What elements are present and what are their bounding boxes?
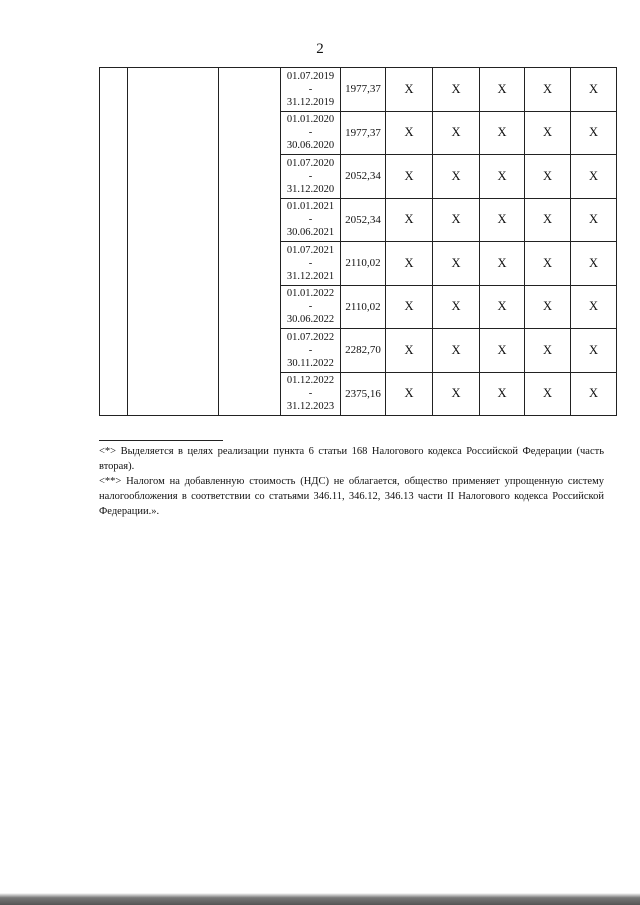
period-dash: - [308,301,313,313]
not-applicable-mark: X [525,372,571,416]
not-applicable-mark: X [571,155,617,199]
price-cell: 2282,70 [341,329,386,373]
not-applicable-mark: X [525,329,571,373]
price-cell: 2110,02 [341,285,386,329]
not-applicable-mark: X [386,68,433,112]
period-to: 30.11.2022 [287,357,334,369]
not-applicable-mark: X [525,198,571,242]
period-cell [281,242,341,286]
not-applicable-mark: X [433,242,480,286]
not-applicable-mark: X [386,155,433,199]
period-from: 01.07.2022 [286,331,335,343]
footnote-1: <*> Выделяется в целях реализации пункта 6 статьи 168 Налогового кодекса Российской Федерации (часть вторая). [99,446,604,472]
period-from: 01.12.2022 [286,375,335,387]
footnotes [99,444,604,519]
not-applicable-mark: X [433,285,480,329]
not-applicable-mark: X [480,372,525,416]
empty-merged-cell [128,68,219,416]
not-applicable-mark: X [525,111,571,155]
page-number: 2 [316,41,324,57]
period-to: 31.12.2019 [286,96,335,108]
not-applicable-mark: X [480,155,525,199]
not-applicable-mark: X [386,198,433,242]
period-dash: - [308,170,313,182]
period-dash: - [308,127,313,139]
not-applicable-mark: X [480,242,525,286]
period-dash: - [308,83,313,95]
footnote-separator [99,440,223,441]
not-applicable-mark: X [571,285,617,329]
price-cell: 2375,16 [341,372,386,416]
not-applicable-mark: X [480,285,525,329]
footnote-2: <**> Налогом на добавленную стоимость (НДС) не облагается, общество применяет упрощенную систему налогообложения в соответствии со статьями 346.11, 346.12, 346.13 части II Налогового кодекса Российской Федерации.». [99,476,604,517]
tariff-table-body [100,68,617,416]
not-applicable-mark: X [571,111,617,155]
period-cell [281,285,341,329]
period-cell [281,111,341,155]
period-dash: - [308,388,313,400]
not-applicable-mark: X [571,329,617,373]
not-applicable-mark: X [433,198,480,242]
not-applicable-mark: X [386,242,433,286]
not-applicable-mark: X [525,155,571,199]
empty-merged-cell [100,68,128,416]
period-to: 30.06.2022 [286,314,335,326]
not-applicable-mark: X [433,68,480,112]
not-applicable-mark: X [480,68,525,112]
period-cell [281,68,341,112]
period-to: 30.06.2020 [286,140,335,152]
not-applicable-mark: X [571,198,617,242]
not-applicable-mark: X [480,111,525,155]
period-dash: - [308,344,313,356]
not-applicable-mark: X [525,285,571,329]
not-applicable-mark: X [525,68,571,112]
price-cell: 2110,02 [341,242,386,286]
period-from: 01.07.2019 [286,70,335,82]
period-from: 01.01.2022 [286,288,335,300]
not-applicable-mark: X [525,242,571,286]
period-from: 01.07.2020 [286,157,335,169]
period-from: 01.07.2021 [286,244,335,256]
period-to: 31.12.2021 [286,270,335,282]
table-row [100,68,617,112]
not-applicable-mark: X [433,155,480,199]
not-applicable-mark: X [433,372,480,416]
not-applicable-mark: X [433,111,480,155]
period-dash: - [308,214,313,226]
tariff-table [99,67,617,416]
period-to: 31.12.2023 [286,401,335,413]
not-applicable-mark: X [571,68,617,112]
not-applicable-mark: X [386,372,433,416]
not-applicable-mark: X [386,285,433,329]
scan-bottom-edge [0,893,640,905]
period-from: 01.01.2020 [286,114,335,126]
period-cell [281,155,341,199]
not-applicable-mark: X [386,329,433,373]
not-applicable-mark: X [386,111,433,155]
not-applicable-mark: X [571,372,617,416]
price-cell: 2052,34 [341,198,386,242]
not-applicable-mark: X [480,329,525,373]
not-applicable-mark: X [480,198,525,242]
period-to: 30.06.2021 [286,227,335,239]
period-from: 01.01.2021 [286,201,335,213]
not-applicable-mark: X [433,329,480,373]
period-to: 31.12.2020 [286,183,335,195]
period-cell [281,198,341,242]
price-cell: 2052,34 [341,155,386,199]
price-cell: 1977,37 [341,68,386,112]
price-cell: 1977,37 [341,111,386,155]
period-cell [281,372,341,416]
period-dash: - [308,257,313,269]
empty-merged-cell [219,68,281,416]
period-cell [281,329,341,373]
not-applicable-mark: X [571,242,617,286]
